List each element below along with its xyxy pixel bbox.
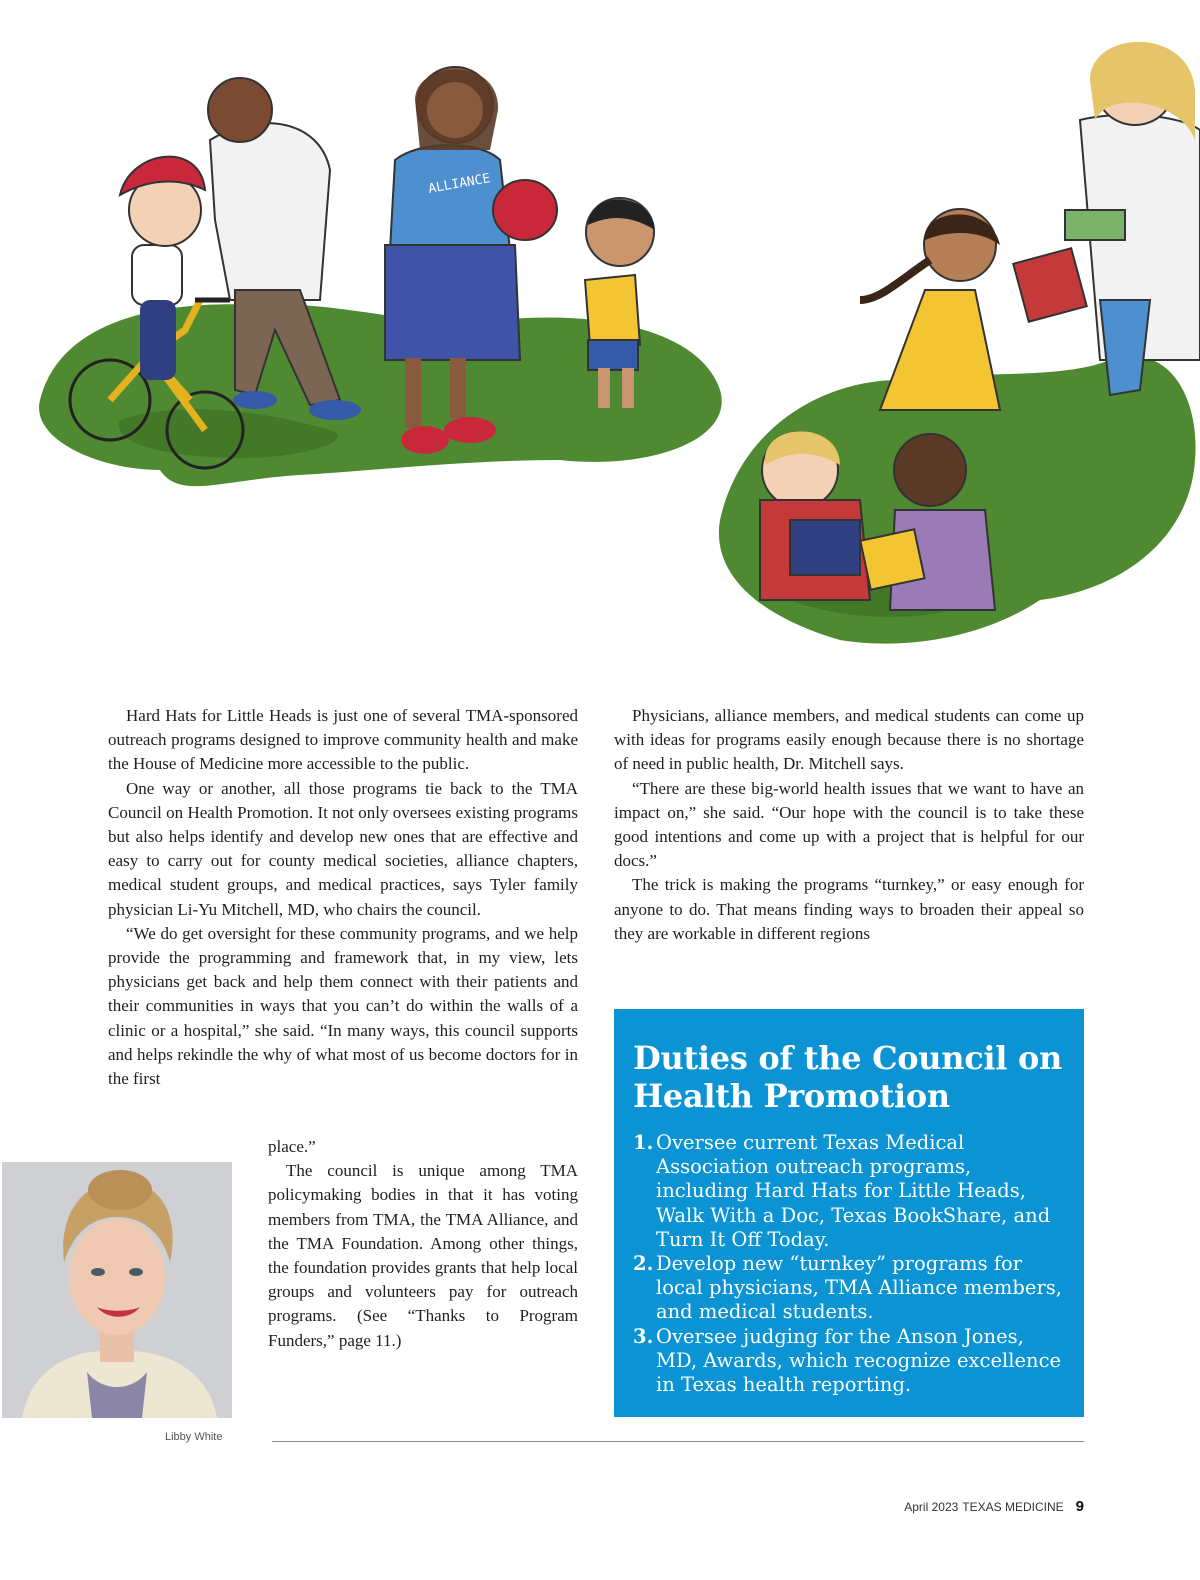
duty-number: 1. xyxy=(633,1131,654,1154)
divider-rule xyxy=(272,1441,1084,1442)
doctor-woman xyxy=(1065,42,1200,395)
duty-item xyxy=(633,1325,1066,1398)
article-column-left-lower xyxy=(268,1135,578,1353)
paragraph: Hard Hats for Little Heads is just one of several TMA-sponsored outreach programs designed to improve community health and make the House of Medicine more accessible to the public. xyxy=(108,706,578,774)
shirt-text: ALLIANCE xyxy=(427,171,492,197)
duty-text: Oversee current Texas Medical Association outreach programs, including Hard Hats for Little Heads, Walk With a Doc, Texas BookShare, and Turn It Off Today. xyxy=(656,1131,1051,1251)
duty-text: Develop new “turnkey” programs for local physicians, TMA Alliance members, and medical students. xyxy=(656,1252,1062,1324)
paragraph: Physicians, alliance members, and medical students can come up with ideas for programs easily enough because there is no shortage of need in public health, Dr. Mitchell says. xyxy=(614,706,1084,774)
paragraph: “We do get oversight for these community programs, and we help provide the programming and framework that, in my view, lets physicians get back and help them connect with their patients and their communities in ways that you can’t do within the walls of a clinic or a hospital,” she said. “In many ways, this council supports and helps rekindle the why of what most of us become doctors for in the first xyxy=(108,923,578,1089)
sidebar-title: Duties of the Council on Health Promotion xyxy=(633,1039,1062,1115)
article-column-left xyxy=(108,704,578,1091)
page-number: 9 xyxy=(1075,1498,1084,1515)
footer-date: April 2023 xyxy=(904,1500,959,1514)
paragraph: One way or another, all those programs tie back to the TMA Council on Health Promotion. It not only oversees existing programs but also helps identify and develop new ones that are effective and easy to carry out for county medical societies, alliance chapters, medical student groups, and medical practices, says Tyler family physician Li-Yu Mitchell, MD, who chairs the council. xyxy=(108,778,578,919)
photo-caption: Libby White xyxy=(165,1431,223,1443)
duty-number: 3. xyxy=(633,1324,654,1348)
paragraph: The council is unique among TMA policymaking bodies in that it has voting members from TMA, the TMA Alliance, and the TMA Foundation. Among other things, the foundation provides grants that help local groups and volunteers pay for outreach programs. (See “Thanks to Program Funders,” page 11.) xyxy=(268,1161,578,1350)
paragraph-continuation: place.” xyxy=(268,1137,316,1156)
duties-list xyxy=(633,1131,1066,1397)
article-column-right xyxy=(614,704,1084,946)
duty-item xyxy=(633,1252,1066,1325)
duty-item xyxy=(633,1131,1066,1252)
page-footer xyxy=(904,1498,1084,1515)
footer-publication: TEXAS MEDICINE xyxy=(962,1500,1064,1514)
paragraph: The trick is making the programs “turnkey,” or easy enough for anyone to do. That means finding ways to broaden their appeal so they are workable in different regions xyxy=(614,875,1084,943)
portrait-photo xyxy=(2,1162,232,1418)
illustration xyxy=(0,0,1200,660)
paragraph: “There are these big-world health issues that we want to have an impact on,” she said. “Our hope with the council is to take these good intentions and come up with a project that is helpful for our docs.” xyxy=(614,778,1084,871)
duty-number: 2. xyxy=(633,1252,654,1276)
duty-text: Oversee judging for the Anson Jones, MD, Awards, which recognize excellence in Texas health reporting. xyxy=(656,1324,1062,1397)
duties-sidebar xyxy=(614,1009,1084,1417)
